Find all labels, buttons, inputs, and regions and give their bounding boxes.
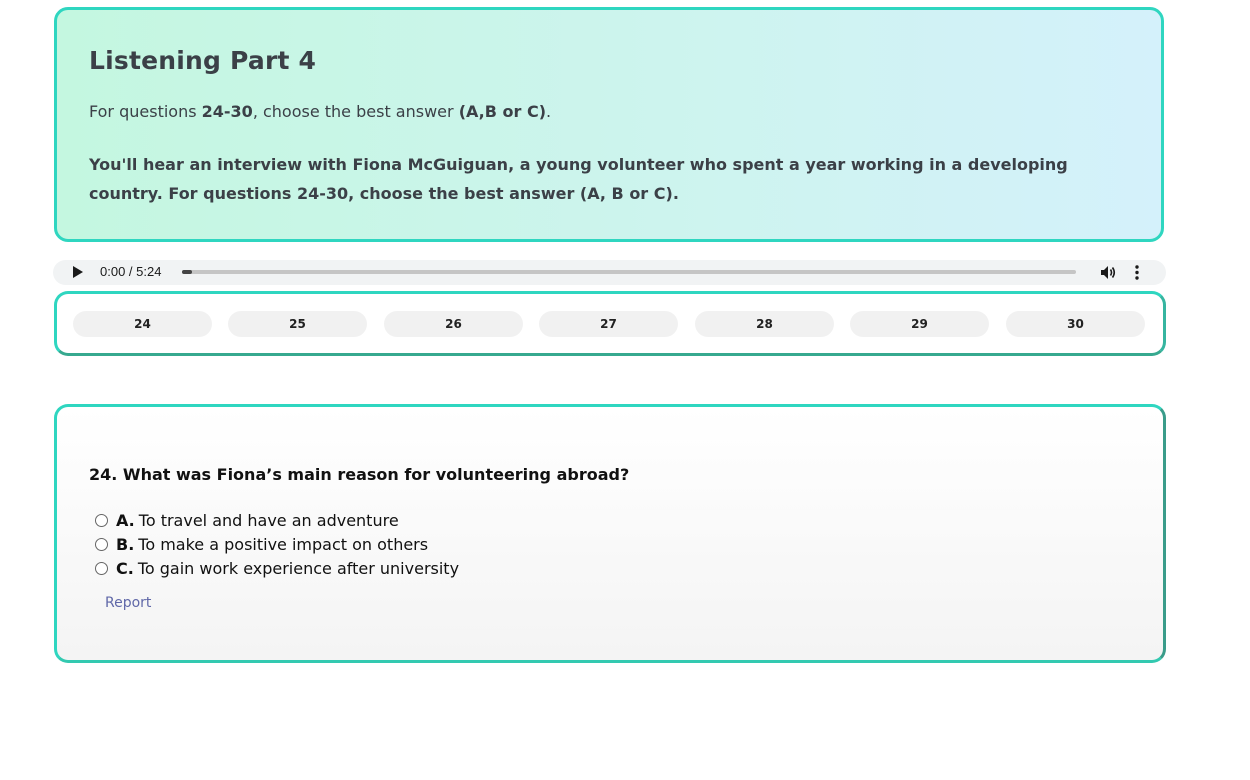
question-navigation	[54, 291, 1166, 356]
play-icon[interactable]	[73, 266, 83, 278]
time-separator: /	[125, 264, 137, 279]
question-nav-26[interactable]: 26	[384, 311, 523, 337]
option-c[interactable]	[95, 558, 459, 578]
option-c-radio[interactable]	[95, 562, 108, 575]
question-nav-28[interactable]: 28	[695, 311, 834, 337]
question-nav-24[interactable]: 24	[73, 311, 212, 337]
option-b-radio[interactable]	[95, 538, 108, 551]
question-nav-30[interactable]: 30	[1006, 311, 1145, 337]
option-c-letter: C.	[116, 558, 134, 578]
audio-player[interactable]	[53, 260, 1166, 285]
audio-time	[100, 264, 161, 279]
question-card	[54, 404, 1166, 663]
question-nav-25[interactable]: 25	[228, 311, 367, 337]
instruction-choices: (A,B or C)	[458, 102, 547, 121]
option-a-radio[interactable]	[95, 514, 108, 527]
option-c-text: To gain work experience after university	[137, 558, 460, 578]
question-nav-27[interactable]: 27	[539, 311, 678, 337]
page-title: Listening Part 4	[89, 46, 317, 75]
seek-progress	[182, 270, 192, 274]
current-time: 0:00	[100, 264, 126, 279]
instruction-middle: , choose the best answer	[252, 102, 459, 121]
instructions-panel	[54, 7, 1164, 242]
more-options-icon[interactable]	[1134, 265, 1140, 284]
option-b[interactable]	[95, 534, 428, 554]
option-a-text: To travel and have an adventure	[138, 510, 399, 530]
option-a-letter: A.	[116, 510, 135, 530]
instruction-range: 24-30	[201, 102, 253, 121]
option-b-text: To make a positive impact on others	[138, 534, 429, 554]
duration: 5:24	[136, 264, 162, 279]
volume-icon[interactable]	[1100, 265, 1116, 284]
instruction-prefix: For questions	[89, 102, 202, 121]
option-b-letter: B.	[116, 534, 135, 554]
report-link[interactable]: Report	[105, 595, 152, 611]
task-description: You'll hear an interview with Fiona McGuiguan, a young volunteer who spent a year working in a developing country. For questions 24-30, choose the best answer (A, B or C).	[89, 155, 1068, 203]
instruction-suffix: .	[546, 102, 552, 121]
instruction-text	[89, 102, 551, 121]
question-nav-29[interactable]: 29	[850, 311, 989, 337]
option-a[interactable]	[95, 510, 399, 530]
seek-bar[interactable]	[182, 270, 1076, 274]
question-text: 24. What was Fiona’s main reason for volunteering abroad?	[89, 465, 630, 484]
